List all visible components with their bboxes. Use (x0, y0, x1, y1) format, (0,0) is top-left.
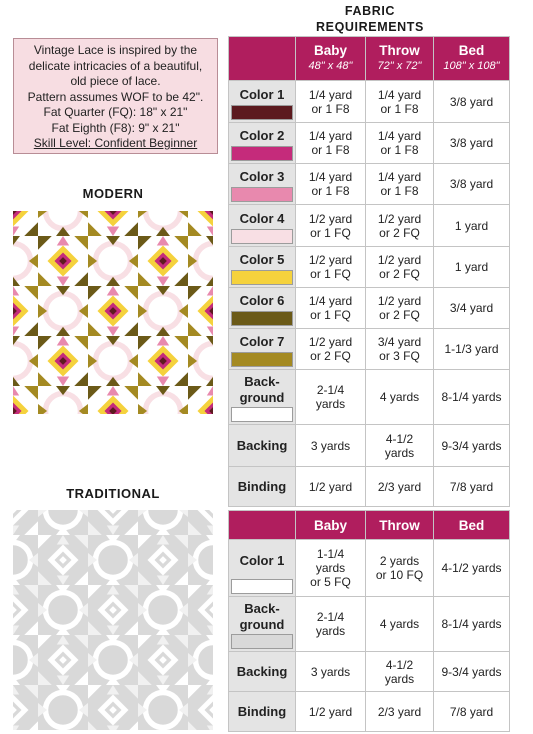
quantity-cell (434, 597, 510, 652)
quantity-cell (366, 597, 434, 652)
quantity-cell (434, 370, 510, 425)
table-row (229, 205, 510, 247)
table-row (229, 597, 510, 652)
quantity-text: 1/4 yard (377, 170, 422, 184)
quantity-cell (434, 164, 510, 205)
traditional-heading: TRADITIONAL (66, 486, 160, 501)
quantity-cell (296, 425, 366, 467)
row-label-text: Backing (236, 663, 288, 679)
column-header-baby: Baby (296, 511, 366, 540)
quantity-cell (434, 123, 510, 164)
quantity-text: or 1 F8 (380, 143, 419, 157)
quantity-cell (366, 329, 434, 370)
quantity-text: 1/2 yard (377, 253, 422, 267)
row-label-text: ground (239, 390, 285, 405)
quantity-text: 1/4 yard (308, 170, 353, 184)
traditional-quilt-image (13, 510, 213, 730)
quantity-text: 3/4 yard (449, 301, 494, 315)
row-label-text: Color 5 (239, 252, 285, 267)
row-label (229, 123, 296, 164)
column-name: Bed (458, 43, 485, 58)
column-header-throw: Throw (366, 511, 434, 540)
quantity-cell (366, 652, 434, 692)
quantity-text: or 1 FQ (310, 225, 351, 240)
table-row (229, 164, 510, 205)
row-label-text: Backing (236, 437, 288, 453)
table-row (229, 540, 510, 597)
quantity-text: yards (315, 397, 346, 411)
quantity-text: 7/8 yard (449, 704, 494, 719)
quantity-text: or 1 F8 (380, 101, 419, 116)
quantity-text: 3 yards (310, 438, 351, 453)
table-row (229, 467, 510, 507)
quantity-cell (434, 247, 510, 288)
row-label-text: Color 1 (239, 86, 285, 102)
quantity-cell (296, 370, 366, 425)
quantity-text: or 2 FQ (310, 349, 351, 363)
row-label (229, 467, 296, 507)
quantity-text: 1/2 yard (308, 479, 353, 494)
fabric-title-line: FABRIC (344, 4, 396, 18)
quantity-cell (434, 205, 510, 247)
row-label (229, 329, 296, 370)
quantity-text: 2-1/4 (316, 610, 345, 624)
quantity-text: 8-1/4 yards (441, 390, 502, 404)
color-swatch (231, 105, 293, 120)
table-row (229, 652, 510, 692)
quantity-cell (296, 692, 366, 732)
color-swatch (231, 407, 293, 422)
quantity-cell (296, 123, 366, 164)
quantity-text: or 10 FQ (375, 568, 424, 582)
quantity-text: 3/8 yard (449, 177, 494, 191)
quantity-text: 3/4 yard (377, 335, 422, 349)
row-label (229, 597, 296, 652)
quantity-text: 1/2 yard (308, 211, 353, 226)
quantity-cell (296, 597, 366, 652)
quantity-text: or 1 F8 (380, 184, 419, 198)
header-corner (229, 511, 296, 540)
fabric-title-line: REQUIREMENTS (316, 20, 424, 34)
table-row (229, 425, 510, 467)
quantity-text: 1/2 yard (308, 253, 353, 267)
info-line: old piece of lace. (70, 74, 161, 88)
color-swatch (231, 352, 293, 367)
quantity-cell (434, 425, 510, 467)
quantity-cell (296, 467, 366, 507)
quantity-text: 8-1/4 yards (441, 617, 502, 631)
quantity-cell (434, 81, 510, 123)
quantity-cell (366, 467, 434, 507)
quantity-text: or 3 FQ (379, 349, 420, 363)
row-label-text: Color 7 (239, 334, 285, 349)
quantity-cell (296, 164, 366, 205)
table-header-row (229, 37, 510, 81)
quantity-cell (434, 288, 510, 329)
quantity-text: 3/8 yard (449, 136, 494, 150)
fabric-requirements-title (300, 3, 440, 35)
quantity-cell (434, 652, 510, 692)
table-row (229, 247, 510, 288)
column-header-baby (296, 37, 366, 81)
quantity-text: 1-1/3 yard (444, 342, 499, 356)
quantity-cell (366, 205, 434, 247)
modern-requirements-table (228, 36, 510, 507)
table-row (229, 123, 510, 164)
quantity-text: or 2 FQ (379, 267, 420, 281)
skill-level: Skill Level: Confident Beginner (33, 136, 198, 150)
quantity-cell (366, 164, 434, 205)
row-label (229, 540, 296, 597)
quantity-text: or 2 FQ (379, 308, 420, 322)
row-label (229, 247, 296, 288)
quantity-text: or 1 F8 (311, 184, 350, 198)
color-swatch (231, 579, 293, 594)
quantity-cell (366, 370, 434, 425)
quantity-text: or 1 F8 (311, 143, 350, 157)
column-name: Baby (313, 43, 347, 58)
column-dims: 108" x 108" (443, 60, 500, 72)
table-row (229, 329, 510, 370)
quantity-cell (296, 247, 366, 288)
quantity-cell (296, 288, 366, 329)
header-corner (229, 37, 296, 81)
quantity-text: or 1 F8 (311, 101, 350, 116)
quantity-cell (366, 425, 434, 467)
row-label (229, 370, 296, 425)
quantity-text: 2-1/4 (316, 383, 345, 397)
quantity-text: 2/3 yard (377, 704, 422, 719)
quantity-text: yards (384, 671, 415, 686)
quantity-text: yards (315, 561, 346, 575)
color-swatch (231, 634, 293, 649)
column-header-bed (434, 37, 510, 81)
quantity-text: 4 yards (379, 390, 420, 404)
row-label (229, 425, 296, 467)
row-label-text: Back- (244, 601, 280, 616)
quantity-cell (296, 652, 366, 692)
quantity-text: 1/4 yard (308, 294, 353, 308)
quantity-text: 4-1/2 (385, 431, 414, 446)
color-swatch (231, 270, 293, 285)
quantity-text: 1 yard (454, 218, 489, 233)
row-label-text: Binding (237, 478, 287, 494)
table-row (229, 692, 510, 732)
column-header-bed: Bed (434, 511, 510, 540)
row-label-text: Color 1 (239, 553, 285, 568)
row-label-text: Color 3 (239, 169, 285, 184)
quantity-cell (434, 329, 510, 370)
quantity-text: 9-3/4 yards (441, 438, 502, 453)
row-label-text: Color 6 (239, 293, 285, 308)
quantity-text: 1/4 yard (377, 87, 422, 102)
column-header-throw (366, 37, 434, 81)
quantity-text: or 1 FQ (310, 308, 351, 322)
quantity-text: 1/4 yard (377, 129, 422, 143)
quantity-cell (366, 247, 434, 288)
quantity-text: 1/2 yard (377, 294, 422, 308)
info-line: Pattern assumes WOF to be 42". (27, 89, 204, 104)
color-swatch (231, 311, 293, 326)
quantity-cell (366, 288, 434, 329)
quantity-text: 1/2 yard (308, 704, 353, 719)
quantity-text: 4-1/2 yards (441, 561, 502, 575)
color-swatch (231, 146, 293, 161)
column-dims: 72" x 72" (377, 60, 422, 72)
quantity-text: 4 yards (379, 617, 420, 631)
quantity-text: 1/4 yard (308, 129, 353, 143)
color-swatch (231, 187, 293, 202)
quantity-cell (366, 692, 434, 732)
column-dims: 48" x 48" (308, 60, 353, 72)
quantity-cell (434, 540, 510, 597)
quantity-text: 9-3/4 yards (441, 664, 502, 679)
row-label (229, 205, 296, 247)
row-label (229, 164, 296, 205)
quantity-text: 2/3 yard (377, 479, 422, 494)
quantity-text: 1-1/4 (316, 547, 345, 561)
row-label-text: Color 2 (239, 128, 285, 143)
quantity-cell (296, 540, 366, 597)
row-label (229, 288, 296, 329)
info-line: Fat Quarter (FQ): 18" x 21" (43, 105, 188, 119)
quantity-text: 3 yards (310, 664, 351, 679)
column-name: Throw (379, 43, 420, 58)
quantity-cell (366, 81, 434, 123)
info-line: delicate intricacies of a beautiful, (28, 58, 203, 73)
info-line: Fat Eighth (F8): 9" x 21" (51, 120, 180, 135)
quantity-cell (296, 81, 366, 123)
table-row (229, 370, 510, 425)
quantity-text: 4-1/2 (385, 657, 414, 672)
quantity-cell (434, 467, 510, 507)
table-header-row (229, 511, 510, 540)
quantity-cell (366, 123, 434, 164)
row-label-text: Binding (237, 703, 287, 719)
quantity-text: yards (315, 624, 346, 638)
row-label (229, 81, 296, 123)
modern-heading: MODERN (82, 186, 144, 201)
info-line: Vintage Lace is inspired by the (33, 43, 198, 57)
row-label (229, 692, 296, 732)
table-row (229, 288, 510, 329)
quantity-text: 7/8 yard (449, 479, 494, 494)
color-swatch (231, 229, 293, 244)
quantity-cell (434, 692, 510, 732)
quantity-text: 1 yard (454, 260, 489, 274)
quantity-cell (296, 329, 366, 370)
row-label (229, 652, 296, 692)
quantity-text: 1/4 yard (308, 87, 353, 102)
pattern-info-box (13, 38, 218, 154)
quantity-text: or 5 FQ (310, 575, 351, 589)
traditional-requirements-table (228, 510, 510, 732)
modern-quilt-image (13, 211, 213, 414)
row-label-text: Back- (244, 374, 280, 389)
table-row (229, 81, 510, 123)
quantity-cell (366, 540, 434, 597)
quantity-cell (296, 205, 366, 247)
quantity-text: or 1 FQ (310, 267, 351, 281)
quantity-text: 2 yards (379, 554, 420, 568)
quantity-text: or 2 FQ (379, 225, 420, 240)
quantity-text: 1/2 yard (377, 211, 422, 226)
row-label-text: Color 4 (239, 210, 285, 226)
quantity-text: 3/8 yard (449, 94, 494, 109)
quantity-text: 1/2 yard (308, 335, 353, 349)
quantity-text: yards (384, 445, 415, 460)
row-label-text: ground (239, 617, 285, 632)
